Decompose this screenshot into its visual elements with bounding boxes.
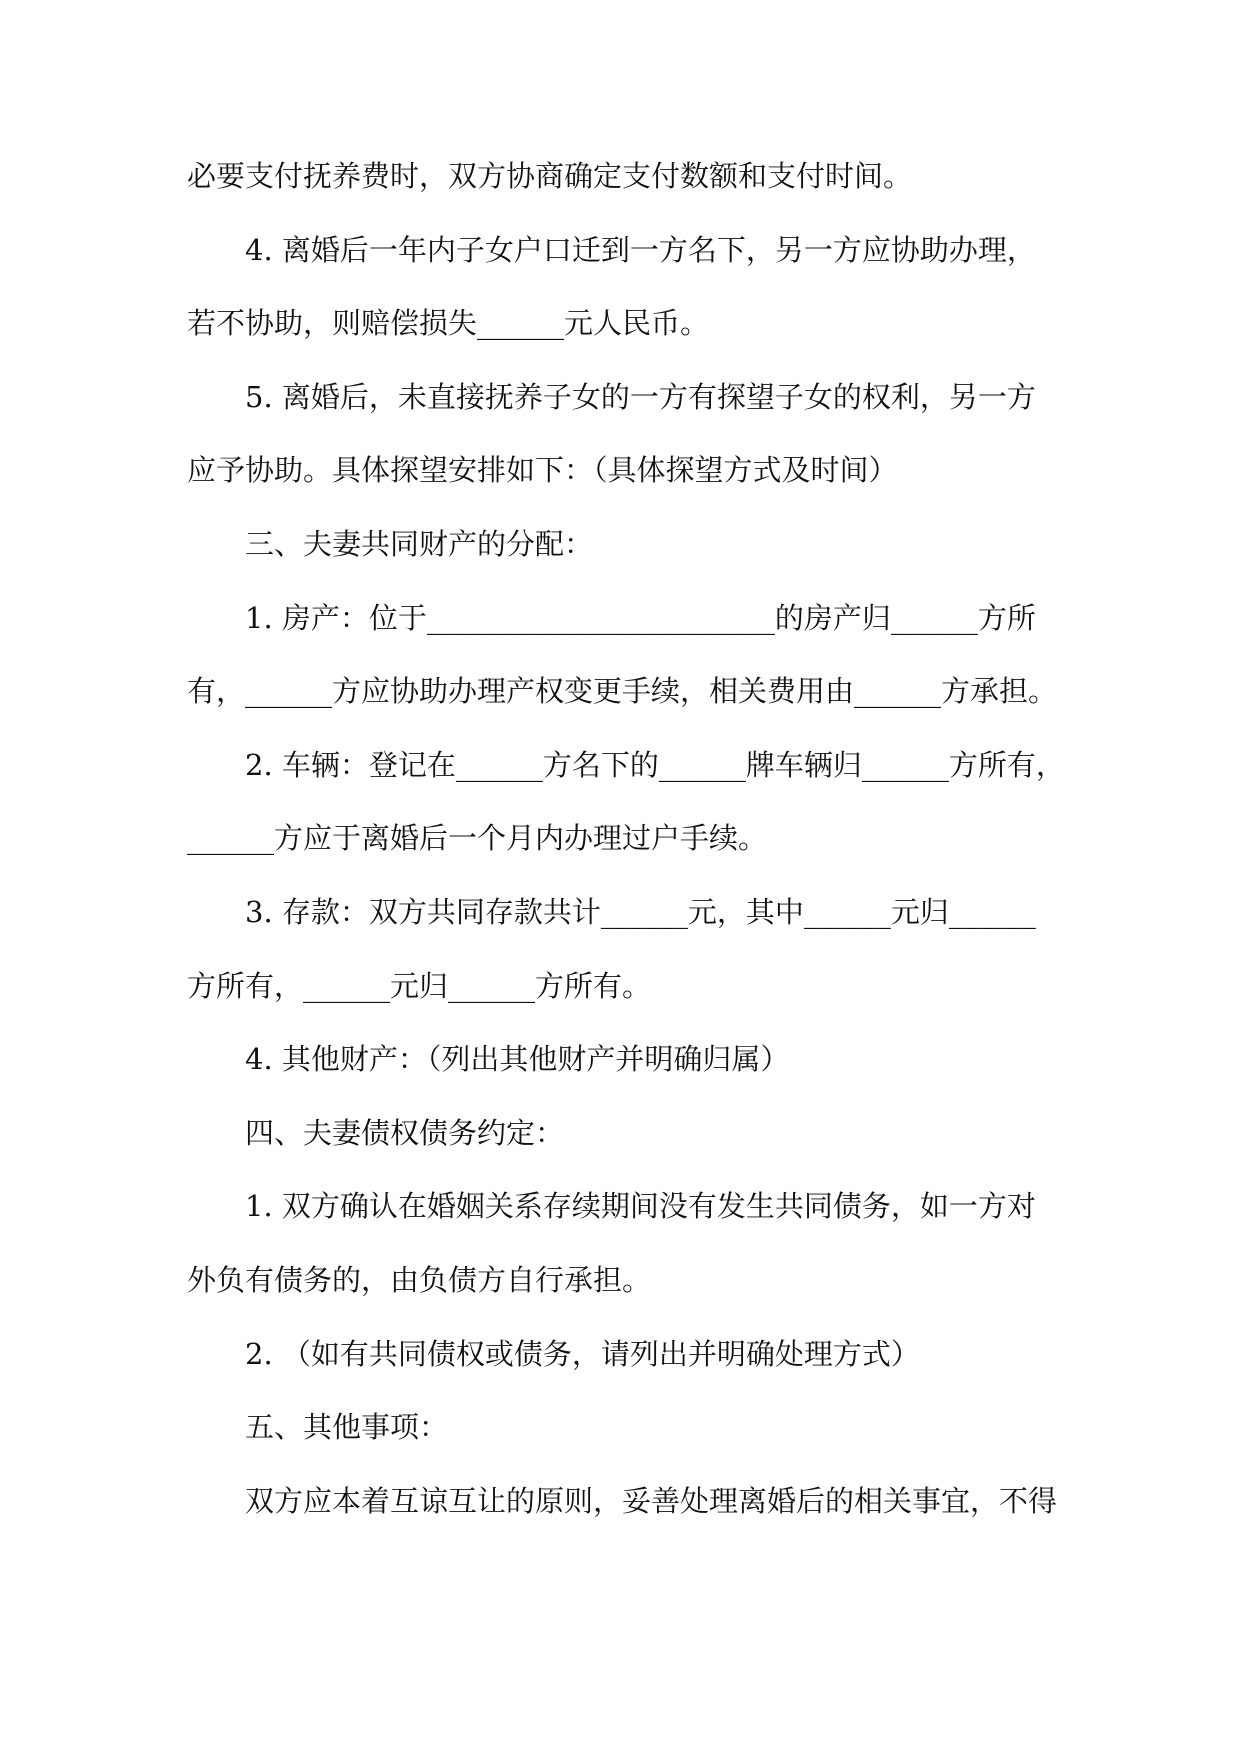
text-line: 若不协助，则赔偿损失______元人民币。: [187, 306, 710, 341]
text-line: 应予协助。具体探望安排如下：（具体探望方式及时间）: [187, 453, 898, 488]
text-line: 双方应本着互谅互让的原则，妥善处理离婚后的相关事宜，不得: [245, 1483, 1058, 1518]
section-heading: 三、夫妻共同财产的分配：: [245, 526, 594, 561]
text-line: 4. 其他财产：（列出其他财产并明确归属）: [245, 1042, 790, 1077]
text-line: ______方应于离婚后一个月内办理过户手续。: [187, 821, 768, 856]
text-line: 1. 房产：位于________________________的房产归______方所: [245, 600, 1036, 635]
text-line: 有，______方应协助办理产权变更手续，相关费用由______方承担。: [187, 674, 1058, 709]
text-line: 2. （如有共同债权或债务，请列出并明确处理方式）: [245, 1336, 920, 1371]
text-line: 1. 双方确认在婚姻关系存续期间没有发生共同债务，如一方对: [245, 1189, 1036, 1224]
text-line: 必要支付抚养费时，双方协商确定支付数额和支付时间。: [187, 159, 913, 193]
text-line: 4. 离婚后一年内子女户口迁到一方名下，另一方应协助办理，: [245, 232, 1036, 267]
section-heading: 四、夫妻债权债务约定：: [245, 1115, 565, 1150]
text-line: 2. 车辆：登记在______方名下的______牌车辆归______方所有，: [245, 747, 1065, 782]
text-line: 方所有，______元归______方所有。: [187, 968, 652, 1003]
text-line: 外负有债务的，由负债方自行承担。: [187, 1262, 652, 1297]
text-line: 3. 存款：双方共同存款共计______元，其中______元归______: [245, 894, 1036, 929]
document-body: [187, 140, 1065, 1538]
text-line: 5. 离婚后，未直接抚养子女的一方有探望子女的权利，另一方: [245, 379, 1036, 414]
section-heading: 五、其他事项：: [245, 1410, 449, 1445]
